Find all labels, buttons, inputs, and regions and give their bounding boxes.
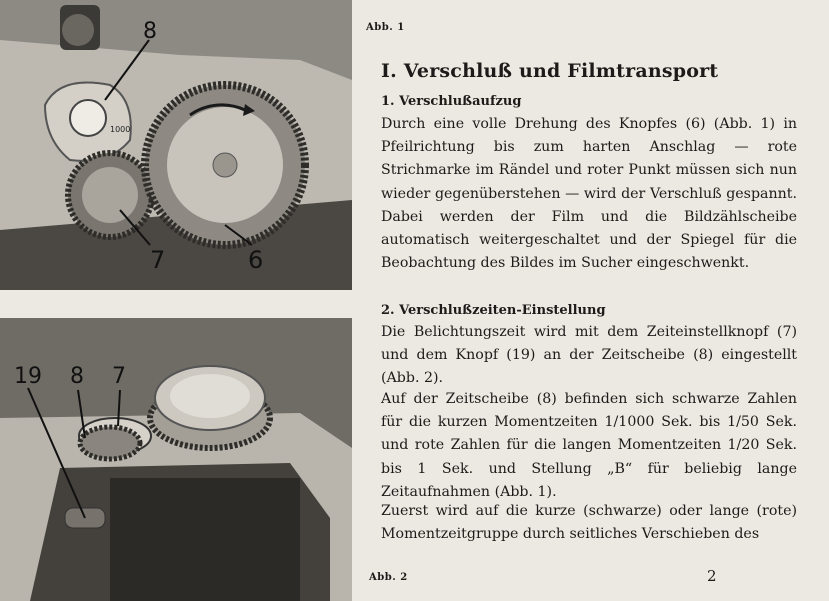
paragraph-shutter-speed-group: Zuerst wird auf die kurze (schwarze) oder lange (rote) Momentzeitgruppe durch seitliches Verschieben des bbox=[381, 503, 797, 543]
figure-2-camera-top-photo bbox=[0, 318, 352, 601]
figure-2-illustration bbox=[0, 318, 352, 601]
figure-2-label-19: 19 bbox=[14, 364, 42, 389]
figure-2-label-7: 7 bbox=[112, 364, 126, 389]
figure-1-label-8: 8 bbox=[143, 19, 157, 44]
figure-1-label-6: 6 bbox=[248, 246, 264, 274]
section-title: I. Verschluß und Filmtransport bbox=[381, 60, 719, 82]
figure-1-caption: Abb. 1 bbox=[366, 22, 405, 33]
figure-1-label-7: 7 bbox=[150, 246, 166, 274]
figure-2-label-8: 8 bbox=[70, 364, 84, 389]
paragraph-shutter-cocking: Durch eine volle Drehung des Knopfes (6) (Abb. 1) in Pfeilrichtung bis zum harten Anschlag — rote Strichmarke im Rändel und roter Punkt müssen sich nun wieder gegenüberstehen — wird der Verschluß gespannt. Dabei werden der Film und die Bildzählscheibe automatisch weitergeschaltet und der Spiegel für die Beobachtung des Bildes im Sucher eingeschwenkt. bbox=[381, 116, 797, 272]
subsection-heading-shutter-speed: 2. Verschlußzeiten-Einstellung bbox=[381, 303, 606, 318]
figure-1-camera-top-photo bbox=[0, 0, 352, 290]
paragraph-shutter-speed-intro: Die Belichtungszeit wird mit dem Zeiteinstellknopf (7) und dem Knopf (19) an der Zeitscheibe (8) eingestellt (Abb. 2). bbox=[381, 324, 797, 387]
dial-value-1000: 1000 bbox=[110, 125, 131, 134]
paragraph-shutter-speed-dial: Auf der Zeitscheibe (8) befinden sich schwarze Zahlen für die kurzen Momentzeiten 1/1000 Sek. bis 1/50 Sek. und rote Zahlen für die langen Momentzeiten 1/20 Sek. bis 1 Sek. und Stellung „B“ für beliebig lange Zeitaufnahmen (Abb. 1). bbox=[381, 391, 797, 500]
page-number: 2 bbox=[707, 567, 717, 585]
figure-1-illustration bbox=[0, 0, 352, 290]
figure-2-caption: Abb. 2 bbox=[369, 572, 408, 583]
subsection-heading-shutter-cocking: 1. Verschlußaufzug bbox=[381, 94, 522, 109]
shutter-dial bbox=[70, 100, 106, 136]
